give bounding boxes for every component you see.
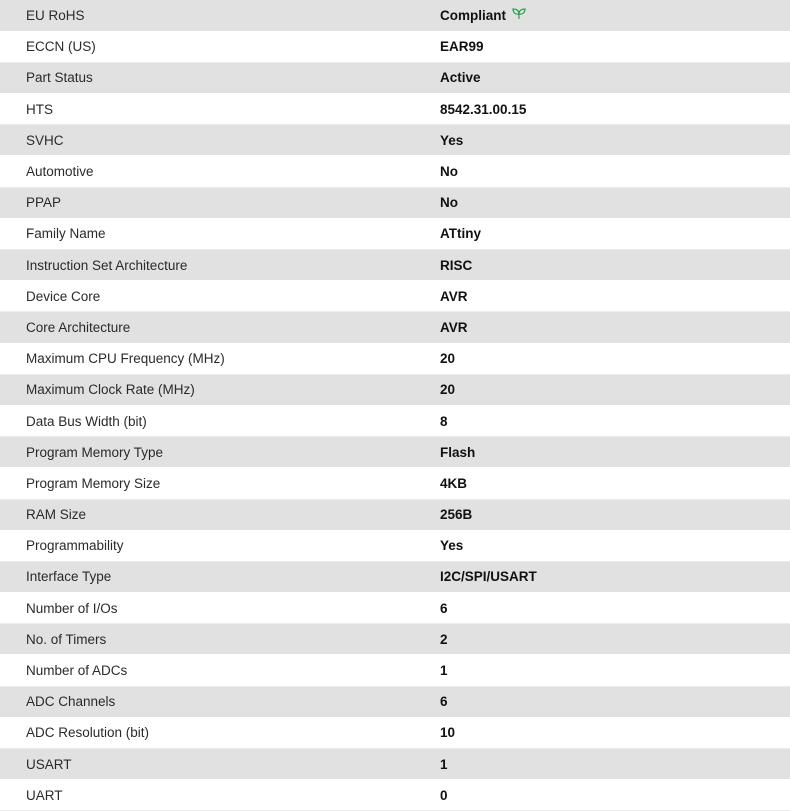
spec-label: Data Bus Width (bit) [0,405,414,436]
spec-label: HTS [0,94,414,125]
spec-value: Compliant [440,7,506,23]
spec-row [0,156,790,187]
spec-value: 20 [414,374,790,405]
spec-label: Maximum Clock Rate (MHz) [0,374,414,405]
spec-row [0,437,790,468]
spec-label: ECCN (US) [0,31,414,62]
spec-row [0,561,790,592]
spec-label: Program Memory Type [0,437,414,468]
spec-row [0,281,790,312]
spec-value: 6 [414,593,790,624]
spec-row [0,31,790,62]
spec-value: EAR99 [414,31,790,62]
spec-row [0,218,790,249]
spec-value-cell [414,0,790,31]
spec-label: Family Name [0,218,414,249]
spec-value: 10 [414,717,790,748]
spec-value: ATtiny [414,218,790,249]
spec-value: Yes [414,530,790,561]
spec-value: 8 [414,405,790,436]
spec-label: UART [0,780,414,811]
spec-value: AVR [414,312,790,343]
spec-label: EU RoHS [0,0,414,31]
spec-value: Active [414,62,790,93]
leaf-icon [512,8,526,23]
spec-row [0,499,790,530]
spec-label: Number of I/Os [0,593,414,624]
spec-row [0,749,790,780]
spec-row [0,717,790,748]
spec-label: RAM Size [0,499,414,530]
spec-value: I2C/SPI/USART [414,561,790,592]
spec-label: Maximum CPU Frequency (MHz) [0,343,414,374]
spec-value: 1 [414,749,790,780]
spec-label: USART [0,749,414,780]
spec-label: ADC Resolution (bit) [0,717,414,748]
spec-label: ADC Channels [0,686,414,717]
spec-row [0,343,790,374]
spec-value: 4KB [414,468,790,499]
spec-row [0,312,790,343]
spec-row [0,780,790,811]
spec-row [0,405,790,436]
spec-value: 2 [414,624,790,655]
spec-row [0,468,790,499]
spec-label: Programmability [0,530,414,561]
spec-label: Part Status [0,62,414,93]
spec-row [0,624,790,655]
spec-row [0,125,790,156]
spec-value: 0 [414,780,790,811]
spec-value: 1 [414,655,790,686]
spec-value: No [414,187,790,218]
spec-value: 8542.31.00.15 [414,94,790,125]
spec-row [0,62,790,93]
spec-value: 20 [414,343,790,374]
spec-label: Program Memory Size [0,468,414,499]
spec-row [0,250,790,281]
spec-value: 6 [414,686,790,717]
spec-row [0,593,790,624]
spec-value: RISC [414,250,790,281]
spec-row [0,187,790,218]
spec-value: Yes [414,125,790,156]
spec-row [0,374,790,405]
spec-row [0,94,790,125]
spec-row [0,0,790,31]
spec-label: PPAP [0,187,414,218]
spec-row [0,655,790,686]
spec-label: Interface Type [0,561,414,592]
spec-label: Device Core [0,281,414,312]
spec-label: No. of Timers [0,624,414,655]
spec-label: Instruction Set Architecture [0,250,414,281]
spec-row [0,686,790,717]
spec-label: Core Architecture [0,312,414,343]
spec-row [0,530,790,561]
spec-value: AVR [414,281,790,312]
spec-label: SVHC [0,125,414,156]
spec-value: No [414,156,790,187]
spec-value: 256B [414,499,790,530]
spec-label: Number of ADCs [0,655,414,686]
spec-value: Flash [414,437,790,468]
spec-label: Automotive [0,156,414,187]
